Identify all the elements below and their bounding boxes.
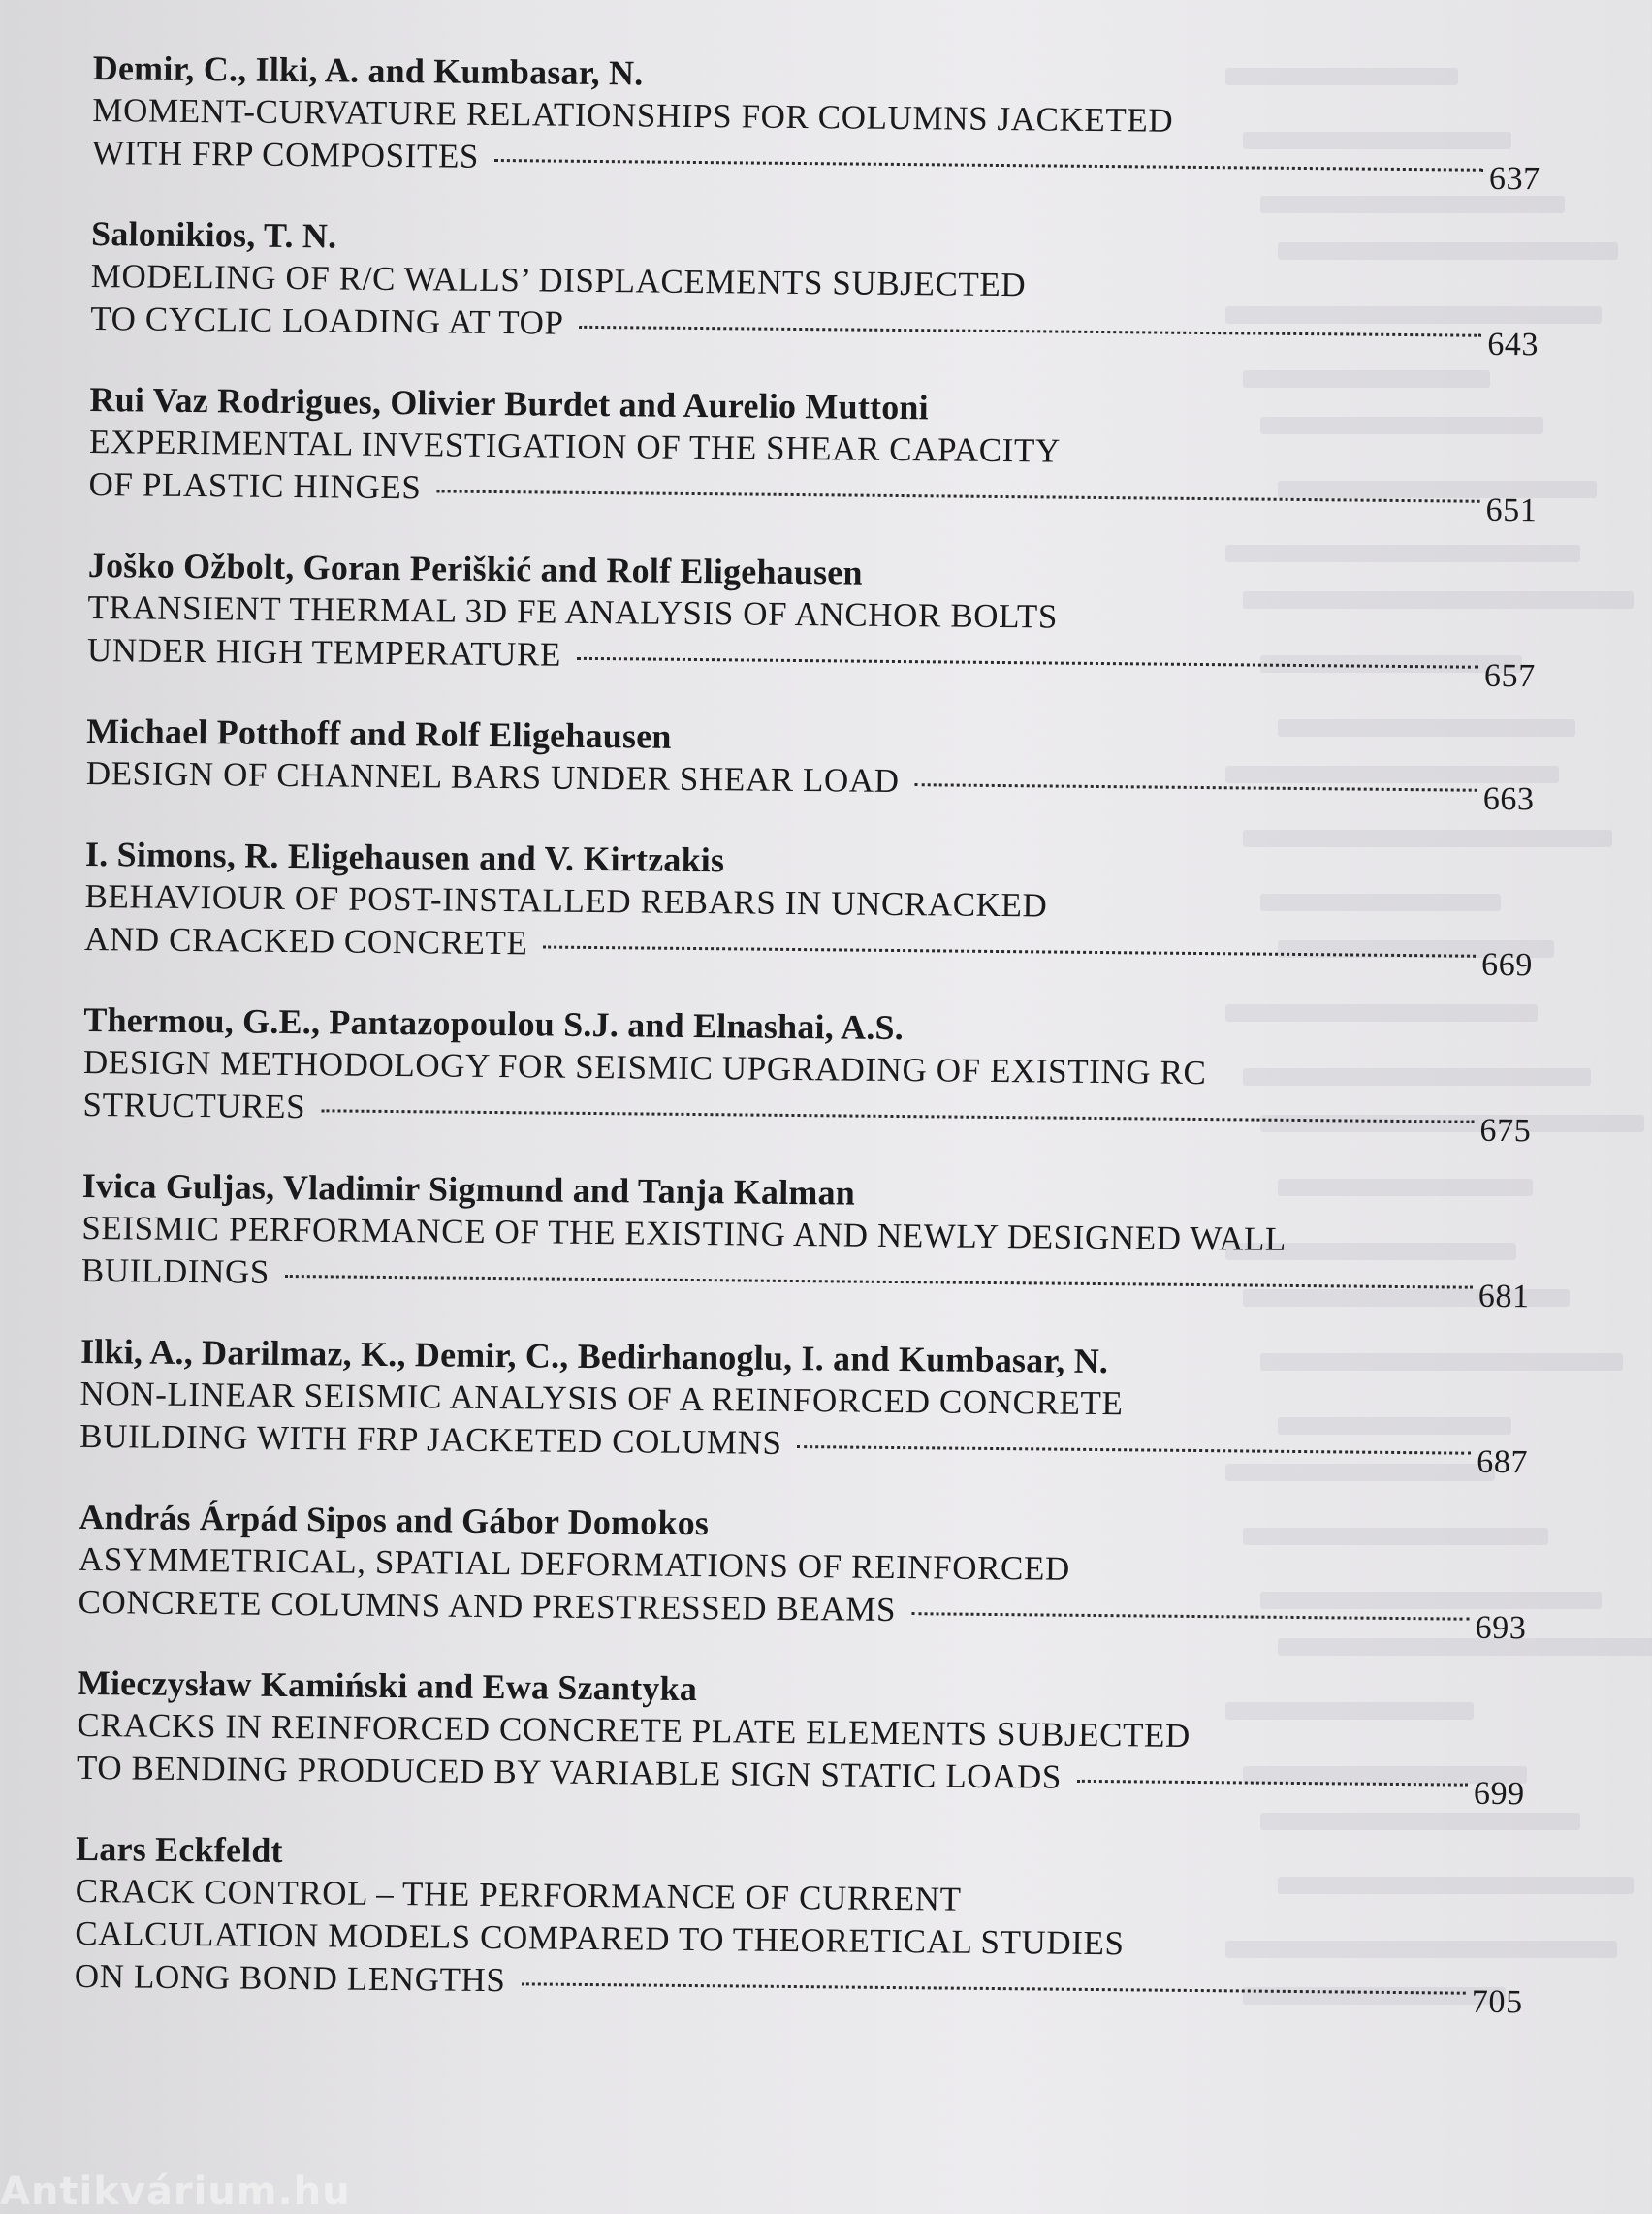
entry-title-text: TO CYCLIC LOADING AT TOP [90, 299, 564, 342]
page-number: 637 [1488, 160, 1541, 198]
entry-title-line: NON-LINEAR SEISMIC ANALYSIS OF A REINFORCED CONCRETE [79, 1374, 1124, 1423]
entry-title-text: OF PLASTIC HINGES [88, 464, 422, 507]
toc-entry [91, 47, 1541, 198]
entry-authors: András Árpád Sipos and Gábor Domokos [79, 1497, 710, 1543]
page-number: 681 [1477, 1278, 1530, 1315]
toc-entry [80, 1164, 1531, 1315]
entry-title-text: CONCRETE COLUMNS AND PRESTRESSED BEAMS [78, 1582, 897, 1629]
toc-entry [78, 1496, 1527, 1647]
entry-authors: I. Simons, R. Eligehausen and V. Kirtzakis [84, 834, 725, 880]
dot-leader [915, 783, 1477, 792]
entry-authors: Michael Potthoff and Rolf Eligehausen [86, 711, 672, 756]
entry-title-line: MODELING OF R/C WALLS’ DISPLACEMENTS SUBJECTED [90, 256, 1027, 304]
toc-entry [83, 833, 1534, 984]
dot-leader [579, 326, 1481, 337]
entry-title-text: ON LONG BOND LENGTHS [74, 1956, 506, 2000]
entry-authors: Mieczysław Kamiński and Ewa Szantyka [77, 1662, 698, 1709]
toc-entry [79, 1330, 1529, 1481]
entry-title-line: EXPERIMENTAL INVESTIGATION OF THE SHEAR CAPACITY [88, 422, 1062, 470]
dot-leader [436, 490, 1479, 502]
watermark: Antikvárium.hu [0, 2169, 351, 2214]
page-number: 669 [1480, 946, 1534, 984]
entry-authors: Demir, C., Ilki, A. and Kumbasar, N. [92, 47, 644, 93]
page-number: 699 [1473, 1775, 1525, 1813]
entry-title-line: BEHAVIOUR OF POST-INSTALLED REBARS IN UNCRACKED [84, 876, 1048, 925]
page-number: 657 [1483, 657, 1537, 695]
entry-title-line: MOMENT-CURVATURE RELATIONSHIPS FOR COLUMNS JACKETED [92, 90, 1174, 140]
entry-title-text: DESIGN OF CHANNEL BARS UNDER SHEAR LOAD [85, 753, 900, 801]
entry-title-line: DESIGN METHODOLOGY FOR SEISMIC UPGRADING OF EXISTING RC [82, 1042, 1207, 1092]
entry-title-line: CALCULATION MODELS COMPARED TO THEORETICAL STUDIES [75, 1914, 1125, 1963]
page-number: 675 [1479, 1112, 1532, 1150]
entry-title-line: ASYMMETRICAL, SPATIAL DEFORMATIONS OF REINFORCED [78, 1539, 1071, 1588]
table-of-contents [74, 47, 1541, 2049]
toc-entry [74, 1827, 1525, 2021]
entry-title-line: CRACKS IN REINFORCED CONCRETE PLATE ELEMENTS SUBJECTED [77, 1705, 1191, 1755]
entry-authors: Rui Vaz Rodrigues, Olivier Burdet and Aurelio Muttoni [89, 379, 930, 427]
entry-authors: Ivica Guljas, Vladimir Sigmund and Tanja Kalman [81, 1165, 856, 1213]
entry-authors: Thermou, G.E., Pantazopoulou S.J. and Elnashai, A.S. [83, 999, 905, 1048]
entry-title-line: SEISMIC PERFORMANCE OF THE EXISTING AND NEWLY DESIGNED WALL [81, 1208, 1287, 1258]
entry-title-text: BUILDING WITH FRP JACKETED COLUMNS [79, 1416, 782, 1462]
page-number: 663 [1482, 780, 1535, 818]
dot-leader [321, 1109, 1475, 1123]
dot-leader [494, 159, 1483, 172]
toc-entry [86, 544, 1537, 695]
entry-title-text: TO BENDING PRODUCED BY VARIABLE SIGN STATIC LOADS [76, 1748, 1063, 1796]
entry-authors: Salonikios, T. N. [90, 213, 337, 256]
page-number: 705 [1471, 1983, 1523, 2021]
entry-authors: Ilki, A., Darilmaz, K., Demir, C., Bedirhanoglu, I. and Kumbasar, N. [79, 1331, 1109, 1381]
dot-leader [543, 946, 1476, 958]
dot-leader [911, 1612, 1470, 1621]
toc-entry [90, 212, 1540, 364]
entry-title-text: WITH FRP COMPOSITES [91, 133, 480, 175]
entry-title-text: AND CRACKED CONCRETE [83, 919, 528, 963]
page-number: 651 [1485, 491, 1538, 529]
dot-leader [797, 1445, 1471, 1455]
dot-leader [285, 1275, 1473, 1289]
toc-entry [85, 710, 1536, 818]
toc-entry [76, 1661, 1526, 1813]
entry-title-text: UNDER HIGH TEMPERATURE [86, 630, 562, 674]
page-number: 693 [1475, 1609, 1527, 1647]
entry-title-text: STRUCTURES [82, 1085, 306, 1126]
dot-leader [1077, 1780, 1468, 1787]
page-number: 687 [1477, 1443, 1529, 1481]
toc-entry [82, 998, 1532, 1150]
entry-authors: Joško Ožbolt, Goran Periškić and Rolf Eligehausen [87, 545, 863, 592]
entry-authors: Lars Eckfeldt [75, 1828, 283, 1870]
entry-title-line: CRACK CONTROL – THE PERFORMANCE OF CURRENT [75, 1871, 962, 1918]
dot-leader [577, 657, 1478, 669]
entry-title-line: TRANSIENT THERMAL 3D FE ANALYSIS OF ANCHOR BOLTS [87, 587, 1059, 636]
toc-entry [88, 378, 1538, 529]
entry-title-text: BUILDINGS [80, 1250, 270, 1291]
dot-leader [521, 1982, 1466, 1994]
page-number: 643 [1487, 326, 1540, 364]
